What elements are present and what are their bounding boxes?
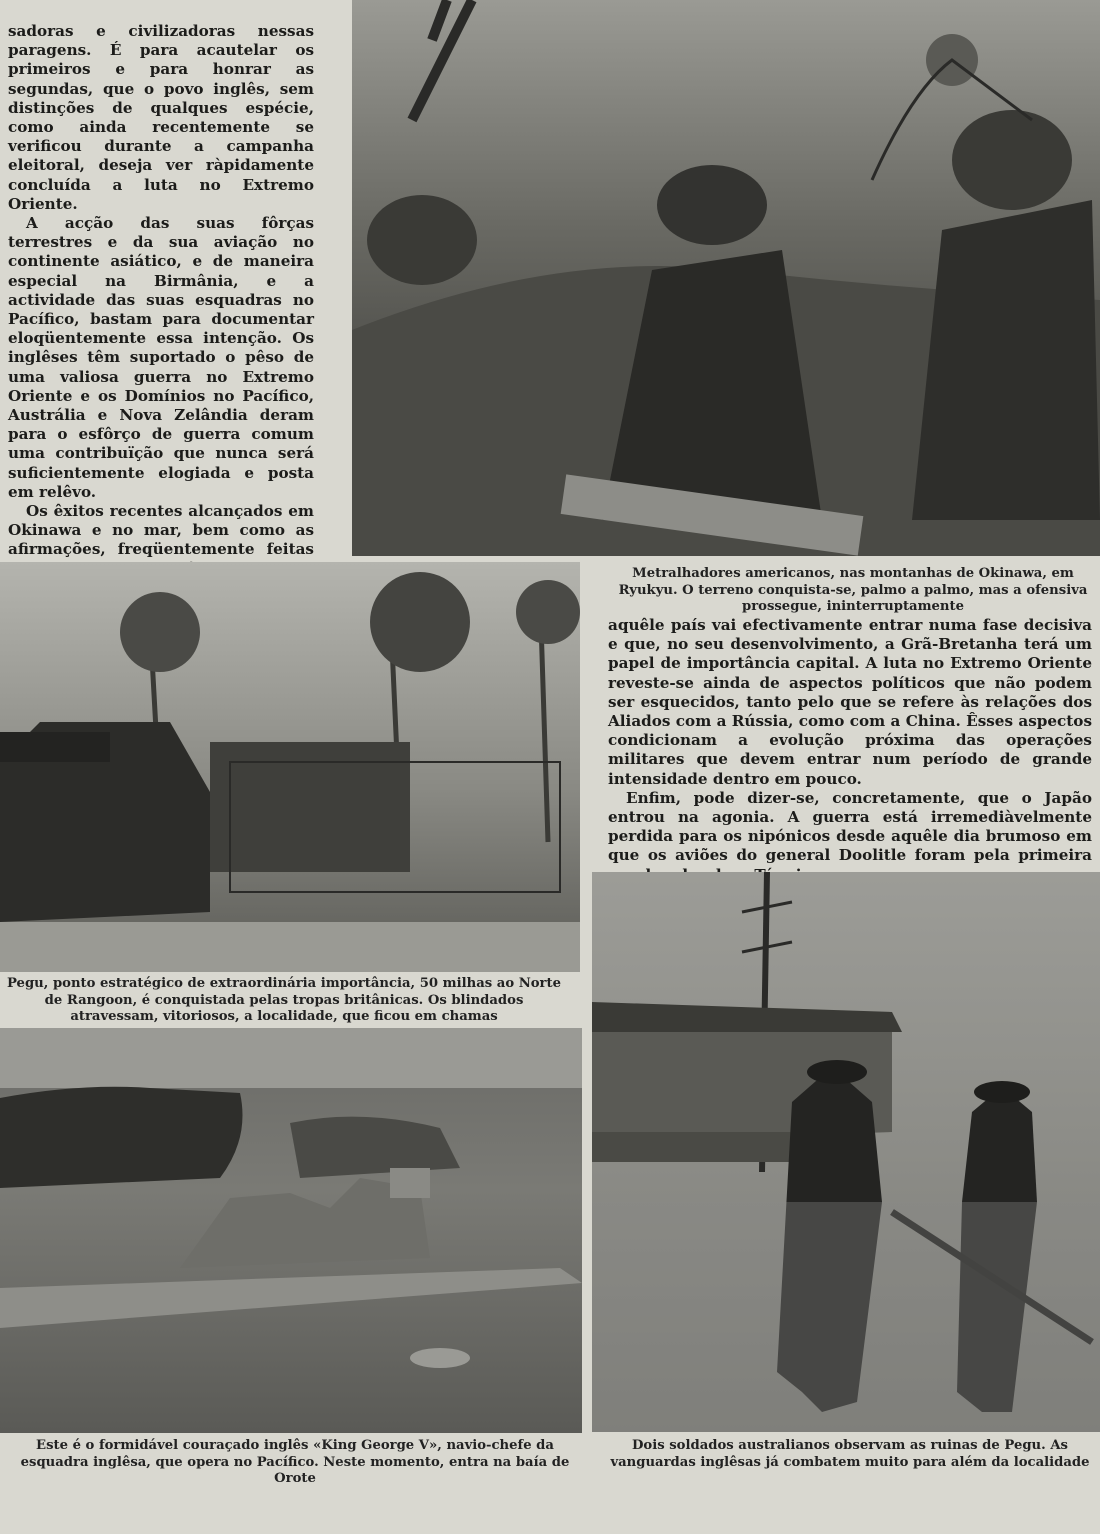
battleship-photo (0, 1028, 582, 1433)
paragraph: sadoras e civilizadoras nessas paragens. É para acautelar os primeiros e para honrar as segundas, que o povo inglês, sem distinções de qualques espécie, como ainda recentemente se verificou durante a campanha eleitoral, deseja ver ràpidamente concluída a luta no Extremo Oriente. (8, 22, 314, 213)
paragraph: Os êxitos recentes alcançados em Okinawa e no mar, bem como as afirmações, freqüentemente feitas (8, 502, 314, 559)
pegu-caption: Pegu, ponto estratégico de extraordinária importância, 50 milhas ao Norte de Rangoon, é conquistada pelas tropas britânicas. Os blindados atravessam, vitoriosos, a localidade, que ficou em chamas (7, 976, 561, 1024)
soldiers-caption: Dois soldados australianos observam as ruinas de Pegu. As vanguardas inglêsas já combatem muito para além da localidade (610, 1438, 1090, 1470)
article-column-1 (8, 22, 314, 637)
soldiers-photo (592, 872, 1100, 1432)
okinawa-caption: Metralhadores americanos, nas montanhas de Okinawa, em Ryukyu. O terreno conquista-se, palmo a palmo, mas a ofensiva prossegue, ininterruptamente (618, 566, 1088, 614)
paragraph: A acção das suas fôrças terrestres e da sua aviação no continente asiático, e de maneira especial na Birmânia, e a actividade das suas esquadras no Pacífico, bastam para documentar eloqüentemente essa intenção. Os inglêses têm suportado o pêso de uma valiosa guerra no Extremo Oriente e os Domínios no Pacífico, Austrália e Nova Zelândia deram para o esfôrço de guerra comum uma contribuïção que nunca será suficientemente elogiada e posta em relêvo. (8, 214, 314, 501)
battleship-caption: Este é o formidável couraçado inglês «King George V», navio-chefe da esquadra inglêsa, que opera no Pacífico. Neste momento, entra na baía de Orote (20, 1438, 570, 1486)
article-column-2 (608, 616, 1092, 885)
paragraph: Enfim, pode dizer-se, concretamente, que o Japão entrou na agonia. A guerra está irremediàvelmente perdida para os nipónicos desde aquêle dia brumoso em que os aviões do general Doolitle foram pela primeira (608, 788, 1092, 865)
okinawa-photo (352, 0, 1100, 556)
pegu-tank-photo (0, 562, 580, 972)
paragraph: aquêle país vai efectivamente entrar numa fase decisiva e que, no seu desenvolvimento, a Grã-Bretanha terá um papel de importância capital. A luta no Extremo Oriente reveste-se ainda de aspectos políticos que não podem ser esquecidos, tanto pelo que se refere às relações dos Aliados com a Rússia, como com a China. Êsses aspectos condicionam a evolução próxima das operações militares que devem entrar num período de grande intensidade dentro em pouco. (608, 616, 1092, 788)
